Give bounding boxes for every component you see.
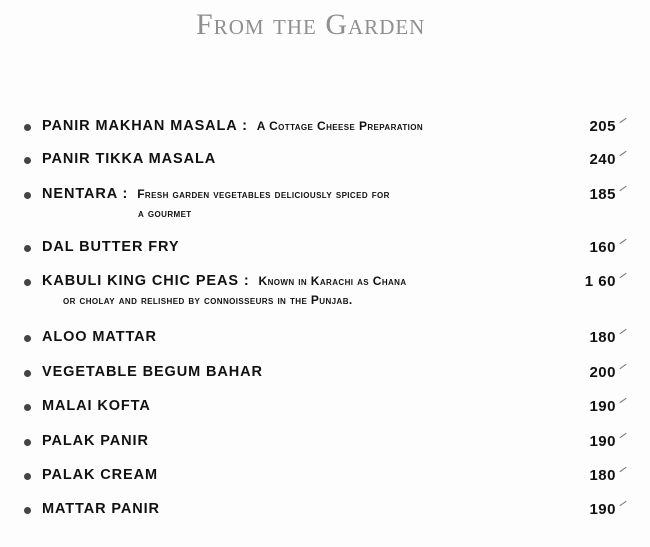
item-description-continued: or cholay and relished by connoisseurs in the Punjab.: [63, 293, 353, 307]
bullet-icon: [24, 192, 31, 199]
section-title: From the Garden: [196, 8, 426, 41]
bullet-icon: [24, 404, 31, 411]
item-description: Known in Karachi as Chana: [258, 274, 407, 288]
tick-mark-icon: [619, 467, 626, 472]
item-name: PALAK CREAM: [42, 467, 158, 483]
tick-mark-icon: [619, 151, 626, 156]
item-price: 160: [589, 239, 616, 256]
tick-mark-icon: [619, 186, 626, 191]
item-name: MALAI KOFTA: [42, 398, 151, 414]
item-separator: :: [243, 273, 250, 289]
bullet-icon: [24, 279, 31, 286]
bullet-icon: [24, 335, 31, 342]
tick-mark-icon: [619, 329, 626, 334]
item-price: 190: [589, 433, 616, 450]
tick-mark-icon: [619, 118, 626, 123]
item-name: ALOO MATTAR: [42, 329, 157, 345]
tick-mark-icon: [619, 273, 626, 278]
item-price: 180: [589, 329, 616, 346]
bullet-icon: [24, 439, 31, 446]
bullet-icon: [24, 157, 31, 164]
item-separator: :: [122, 186, 129, 202]
item-price: 1 60: [584, 273, 616, 290]
bullet-icon: [24, 507, 31, 514]
tick-mark-icon: [619, 501, 626, 506]
bullet-icon: [24, 473, 31, 480]
tick-mark-icon: [619, 364, 626, 369]
item-name: DAL BUTTER FRY: [42, 239, 180, 255]
item-name: MATTAR PANIR: [42, 501, 160, 517]
item-description: Fresh garden vegetables deliciously spiced for: [137, 187, 390, 201]
item-price: 190: [589, 398, 616, 415]
item-separator: :: [242, 118, 248, 134]
bullet-icon: [24, 245, 31, 252]
bullet-icon: [24, 124, 31, 131]
item-name: PANIR TIKKA MASALA: [42, 151, 217, 167]
item-name: VEGETABLE BEGUM BAHAR: [42, 364, 263, 380]
item-price: 190: [589, 501, 616, 518]
item-name: PANIR MAKHAN MASALA: [42, 118, 238, 134]
item-description-continued: a gourmet: [138, 206, 192, 220]
tick-mark-icon: [619, 433, 626, 438]
tick-mark-icon: [619, 239, 626, 244]
item-name: KABULI KING CHIC PEAS: [42, 273, 239, 289]
item-price: 205: [589, 118, 616, 135]
tick-mark-icon: [619, 398, 626, 403]
bullet-icon: [24, 370, 31, 377]
item-price: 200: [589, 364, 616, 381]
item-price: 185: [589, 186, 616, 203]
item-name: PALAK PANIR: [42, 433, 149, 449]
item-name: NENTARA: [42, 186, 118, 202]
item-description: A Cottage Cheese Preparation: [256, 119, 424, 133]
item-price: 180: [589, 467, 616, 484]
item-price: 240: [589, 151, 616, 168]
